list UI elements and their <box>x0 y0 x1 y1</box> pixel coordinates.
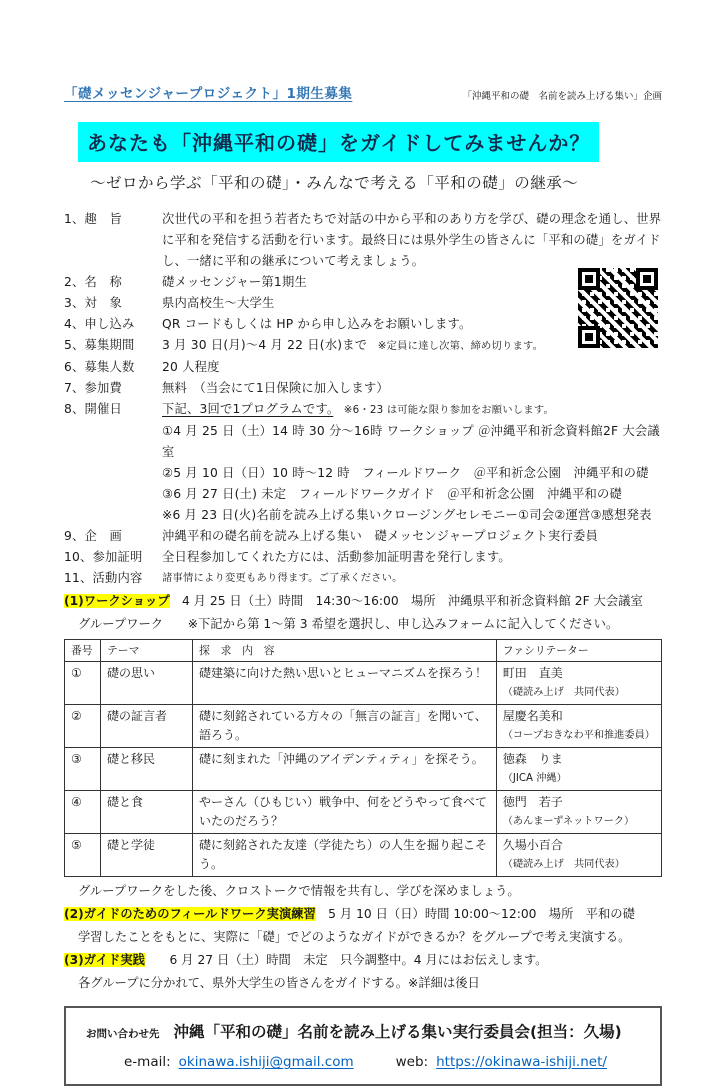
info-item-apply <box>64 314 662 335</box>
activities-note: 諸事情により変更もあり得ます。ご了承ください。 <box>162 572 403 584</box>
row-content: 礎に刻銘された友達（学徒たち）の人生を掘り起こそう。 <box>193 834 497 877</box>
title-block <box>64 122 662 162</box>
qr-finder-pattern <box>578 326 600 348</box>
section-guide-heading: (3)ガイド実践 <box>64 953 145 967</box>
section-fieldwork-description: 学習したことをもとに、実際に「礎」でどのようなガイドができるか？をグループで考え実演する。 <box>78 930 631 944</box>
row-content: やーさん（ひもじい）戦争中、何をどうやって食べていたのだろう？ <box>193 791 497 834</box>
info-list <box>64 209 662 589</box>
section-fieldwork <box>64 904 662 925</box>
page-title: あなたも「沖縄平和の礎」をガイドしてみませんか？ <box>78 122 599 162</box>
info-label: 11、活動内容 <box>64 571 143 585</box>
flyer-content <box>64 82 662 1086</box>
info-item-purpose <box>64 209 662 272</box>
row-number: ② <box>65 705 101 748</box>
col-header-facilitator: ファシリテーター <box>496 640 661 662</box>
page-subtitle: ～ゼロから学ぶ「平和の礎」・みんなで考える「平和の礎」の継承～ <box>90 174 579 192</box>
info-label: 9、企 画 <box>64 529 123 543</box>
section-workshop-details: 4 月 25 日（土）時間 14:30～16:00 場所 沖縄県平和祈念資料館 2F 大会議室 <box>169 594 643 608</box>
info-label: 6、募集人数 <box>64 360 135 374</box>
info-label: 8、開催日 <box>64 402 123 416</box>
info-value: 20 人程度 <box>162 360 220 374</box>
facilitator-affiliation: （礎読み上げ 共同代表） <box>502 859 625 870</box>
info-value: 県内高校生～大学生 <box>162 296 275 310</box>
info-item-capacity <box>64 357 662 378</box>
period-note: ※定員に達し次第、締め切ります。 <box>367 340 544 352</box>
section-guide-details: 6 月 27 日（土）時間 未定 只今調整中。4 月にはお伝えします。 <box>144 953 548 967</box>
dates-note: ※6・23 は可能な限り参加をお願いします。 <box>333 404 554 416</box>
info-label: 3、対 象 <box>64 296 123 310</box>
schedule-line-1: ①4 月 25 日（土）14 時 30 分～16時 ワークショップ ＠沖縄平和祈念資料館2F 大会議室 <box>162 424 660 459</box>
info-value: 無料 （当会にて1日保険に加入します） <box>162 381 389 395</box>
groupwork-instruction: ※下記から第 1～第 3 希望を選択し、申し込みフォームに記入してください。 <box>163 617 619 631</box>
col-header-theme: テーマ <box>101 640 193 662</box>
col-header-content: 探 求 内 容 <box>193 640 497 662</box>
row-facilitator <box>496 662 661 705</box>
row-theme: 礎と移民 <box>101 748 193 791</box>
row-theme: 礎の思い <box>101 662 193 705</box>
contact-box <box>64 1006 662 1086</box>
workshop-table <box>64 639 662 877</box>
project-name-header: 「礎メッセンジャープロジェクト」1期生募集 <box>64 86 353 102</box>
info-label: 2、名 称 <box>64 275 123 289</box>
info-item-dates <box>64 399 662 421</box>
info-label: 4、申し込み <box>64 317 135 331</box>
row-facilitator <box>496 705 661 748</box>
row-content: 礎に刻銘されている方々の「無言の証言」を聞いて、語ろう。 <box>193 705 497 748</box>
row-facilitator <box>496 834 661 877</box>
row-facilitator <box>496 791 661 834</box>
info-value <box>162 399 662 421</box>
dates-underlined: 下記、3回で1プログラムです。 <box>162 402 334 416</box>
row-theme: 礎と学徒 <box>101 834 193 877</box>
info-item-dates-sub2 <box>64 463 662 484</box>
facilitator-affiliation: （あんまーずネットワーク） <box>502 816 635 827</box>
qr-finder-pattern <box>636 268 658 290</box>
contact-line-2 <box>78 1054 648 1070</box>
info-item-dates-sub3 <box>64 484 662 505</box>
header-row <box>64 82 662 102</box>
section-groupwork-line <box>64 614 662 635</box>
facilitator-name: 徳門 若子 <box>502 795 563 809</box>
row-content: 礎に刻まれた「沖縄のアイデンティティ」を探そう。 <box>193 748 497 791</box>
section-guide-practice <box>64 950 662 971</box>
info-value: 礎メッセンジャー第1期生 <box>162 275 307 289</box>
row-number: ⑤ <box>65 834 101 877</box>
schedule-line-2: ②5 月 10 日（日）10 時～12 時 フィールドワーク ＠平和祈念公園 沖縄平和の礎 <box>162 466 649 480</box>
contact-organization: 沖縄「平和の礎」名前を読み上げる集い実行委員会(担当：久場) <box>173 1023 622 1041</box>
contact-label: お問い合わせ先 <box>86 1028 160 1040</box>
row-number: ④ <box>65 791 101 834</box>
facilitator-affiliation: （礎読み上げ 共同代表） <box>502 687 625 698</box>
section-fieldwork-heading: (2)ガイドのためのフィールドワーク実演練習 <box>64 907 316 921</box>
section-fieldwork-details: 5 月 10 日（日）時間 10:00～12:00 場所 平和の礎 <box>315 907 635 921</box>
table-row <box>65 662 662 705</box>
table-header-row <box>65 640 662 662</box>
section-workshop <box>64 591 662 612</box>
web-label: web: <box>395 1054 429 1070</box>
email-label: e-mail: <box>124 1054 171 1070</box>
row-number: ③ <box>65 748 101 791</box>
info-label: 1、趣 旨 <box>64 212 123 226</box>
info-item-planning <box>64 526 662 547</box>
facilitator-name: 町田 直美 <box>502 666 563 680</box>
contact-line-1 <box>78 1020 648 1042</box>
facilitator-affiliation: （JICA 沖縄） <box>502 773 567 784</box>
web-link[interactable]: https://okinawa-ishiji.net/ <box>436 1054 607 1070</box>
spacer <box>64 505 162 526</box>
info-value: 次世代の平和を担う若者たちで対話の中から平和のあり方を学び、礎の理念を通し、世界に平和を発信する活動を行います。最終日には県外学生の皆さんに「平和の礎」をガイドし、一緒に平和の継承について考えましょう。 <box>162 212 662 268</box>
info-item-name <box>64 272 662 293</box>
facilitator-name: 徳森 りま <box>502 752 563 766</box>
info-item-dates-sub4 <box>64 505 662 526</box>
row-facilitator <box>496 748 661 791</box>
info-item-target <box>64 293 662 314</box>
spacer <box>64 463 162 484</box>
organizer-note: 「沖縄平和の礎 名前を読み上げる集い」企画 <box>462 91 662 102</box>
info-item-activities <box>64 568 662 589</box>
info-value: QR コードもしくは HP から申し込みをお願いします。 <box>162 317 472 331</box>
table-row <box>65 834 662 877</box>
facilitator-name: 屋慶名美和 <box>502 709 563 723</box>
groupwork-label: グループワーク <box>78 617 164 631</box>
info-item-fee <box>64 378 662 399</box>
section-workshop-heading: (1)ワークショップ <box>64 594 170 608</box>
schedule-line-4: ※6 月 23 日(火)名前を読み上げる集いクロージングセレモニー①司会②運営③感想発表 <box>162 508 652 522</box>
table-row <box>65 748 662 791</box>
facilitator-affiliation: （コープおきなわ平和推進委員） <box>502 730 655 741</box>
qr-code <box>578 268 658 348</box>
row-content: 礎建築に向けた熱い思いとヒューマニズムを探ろう！ <box>193 662 497 705</box>
table-row <box>65 705 662 748</box>
info-item-certificate <box>64 547 662 568</box>
spacer <box>64 421 162 463</box>
info-label: 7、参加費 <box>64 381 123 395</box>
spacer <box>64 484 162 505</box>
table-row <box>65 791 662 834</box>
info-value: 沖縄平和の礎名前を読み上げる集い 礎メッセンジャープロジェクト実行委員 <box>162 529 598 543</box>
row-theme: 礎と食 <box>101 791 193 834</box>
row-theme: 礎の証言者 <box>101 705 193 748</box>
col-header-number: 番号 <box>65 640 101 662</box>
row-number: ① <box>65 662 101 705</box>
schedule-line-3: ③6 月 27 日(土) 未定 フィールドワークガイド ＠平和祈念公園 沖縄平和の礎 <box>162 487 623 501</box>
facilitator-name: 久場小百合 <box>502 838 563 852</box>
qr-finder-pattern <box>578 268 600 290</box>
crosstalk-note: グループワークをした後、クロストークで情報を共有し、学びを深めましょう。 <box>78 884 520 898</box>
info-label: 10、参加証明 <box>64 550 143 564</box>
info-label: 5、募集期間 <box>64 338 135 352</box>
info-value: 全日程参加してくれた方には、活動参加証明書を発行します。 <box>162 550 511 564</box>
email-link[interactable]: okinawa.ishiji@gmail.com <box>178 1054 354 1070</box>
info-item-period <box>64 335 662 357</box>
info-item-dates-sub1 <box>64 421 662 463</box>
section-guide-description: 各グループに分かれて、県外大学生の皆さんをガイドする。※詳細は後日 <box>78 976 480 990</box>
period-text: 3 月 30 日(月)～4 月 22 日(水)まで <box>162 338 368 352</box>
